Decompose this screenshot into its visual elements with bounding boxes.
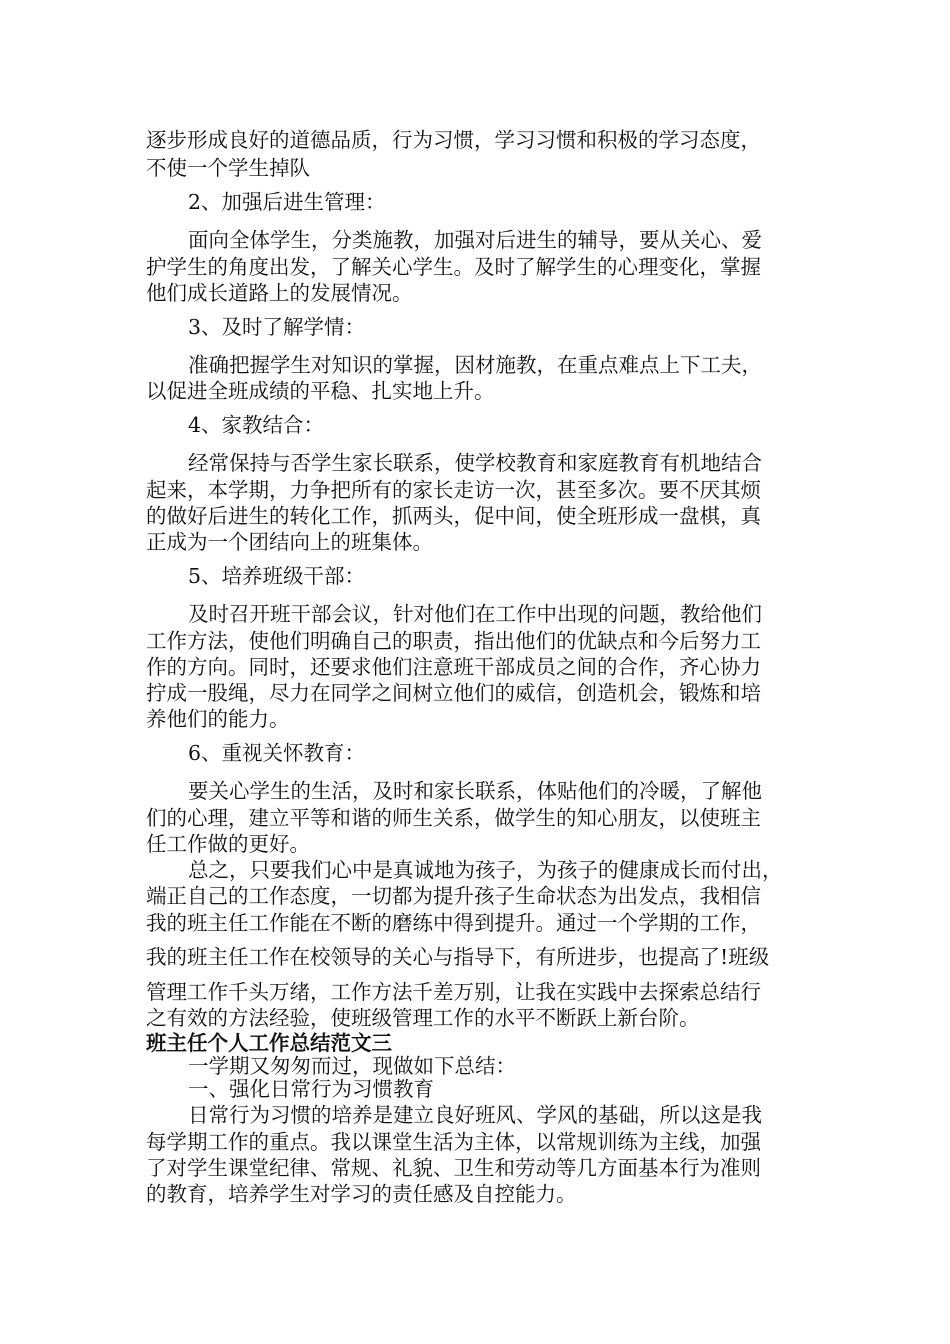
paragraph-line: 端正自己的工作态度，一切都为提升孩子生命状态为出发点，我相信 <box>146 884 761 908</box>
paragraph-line: 我的班主任工作在校领导的关心与指导下，有所进步，也提高了!班级 <box>146 945 770 969</box>
paragraph-line: 准确把握学生对知识的掌握，因材施教，在重点难点上下工夫， <box>188 353 762 377</box>
paragraph-line: 的做好后进生的转化工作，抓两头，促中间，使全班形成一盘棋，真 <box>146 504 761 528</box>
section-title: 班主任个人工作总结范文三 <box>146 1031 392 1055</box>
section-heading-2: 2、加强后进生管理： <box>188 190 386 214</box>
paragraph-line: 之有效的方法经验，使班级管理工作的水平不断跃上新台阶。 <box>146 1006 700 1030</box>
paragraph-line: 总之，只要我们心中是真诚地为孩子，为孩子的健康成长而付出， <box>188 858 783 882</box>
paragraph-line: 的教育，培养学生对学习的责任感及自控能力。 <box>146 1182 577 1206</box>
paragraph-line: 每学期工作的重点。我以课堂生活为主体，以常规训练为主线，加强 <box>146 1130 761 1154</box>
paragraph-line: 作的方向。同时，还要求他们注意班干部成员之间的合作，齐心协力 <box>146 655 761 679</box>
paragraph-line: 任工作做的更好。 <box>146 832 310 856</box>
paragraph-line: 管理工作千头万绪，工作方法千差万别，让我在实践中去探索总结行 <box>146 980 761 1004</box>
paragraph-line: 他们成长道路上的发展情况。 <box>146 281 413 305</box>
paragraph-line: 工作方法，使他们明确自己的职责，指出他们的优缺点和今后努力工 <box>146 629 761 653</box>
section-heading-3: 3、及时了解学情： <box>188 315 366 339</box>
paragraph-line: 要关心学生的生活，及时和家长联系，体贴他们的冷暖，了解他 <box>188 779 762 803</box>
subsection-heading: 一、强化日常行为习惯教育 <box>188 1077 434 1101</box>
paragraph-line: 养他们的能力。 <box>146 707 290 731</box>
paragraph-line: 日常行为习惯的培养是建立良好班风、学风的基础，所以这是我 <box>188 1103 762 1127</box>
paragraph-line: 起来，本学期，力争把所有的家长走访一次，甚至多次。要不厌其烦 <box>146 478 761 502</box>
paragraph-line: 及时召开班干部会议，针对他们在工作中出现的问题，教给他们 <box>188 602 762 626</box>
paragraph-line: 护学生的角度出发，了解关心学生。及时了解学生的心理变化，掌握 <box>146 255 761 279</box>
paragraph-line: 经常保持与否学生家长联系，使学校教育和家庭教育有机地结合 <box>188 451 762 475</box>
paragraph-line: 我的班主任工作能在不断的磨练中得到提升。通过一个学期的工作， <box>146 911 761 935</box>
paragraph-line: 们的心理，建立平等和谐的师生关系，做学生的知心朋友，以使班主 <box>146 806 761 830</box>
paragraph-line: 拧成一股绳，尽力在同学之间树立他们的威信，创造机会，锻炼和培 <box>146 681 761 705</box>
section-heading-6: 6、重视关怀教育： <box>188 741 366 765</box>
paragraph-line: 了对学生课堂纪律、常规、礼貌、卫生和劳动等几方面基本行为准则 <box>146 1156 761 1180</box>
paragraph-line: 逐步形成良好的道德品质，行为习惯，学习习惯和积极的学习态度， <box>146 128 761 152</box>
paragraph-line: 正成为一个团结向上的班集体。 <box>146 530 433 554</box>
paragraph-line: 不使一个学生掉队 <box>146 156 310 180</box>
paragraph-line: 以促进全班成绩的平稳、扎实地上升。 <box>146 379 495 403</box>
paragraph-line: 面向全体学生，分类施教，加强对后进生的辅导，要从关心、爱 <box>188 228 762 252</box>
paragraph-line: 一学期又匆匆而过，现做如下总结： <box>188 1054 516 1078</box>
section-heading-4: 4、家教结合： <box>188 413 325 437</box>
section-heading-5: 5、培养班级干部： <box>188 564 366 588</box>
